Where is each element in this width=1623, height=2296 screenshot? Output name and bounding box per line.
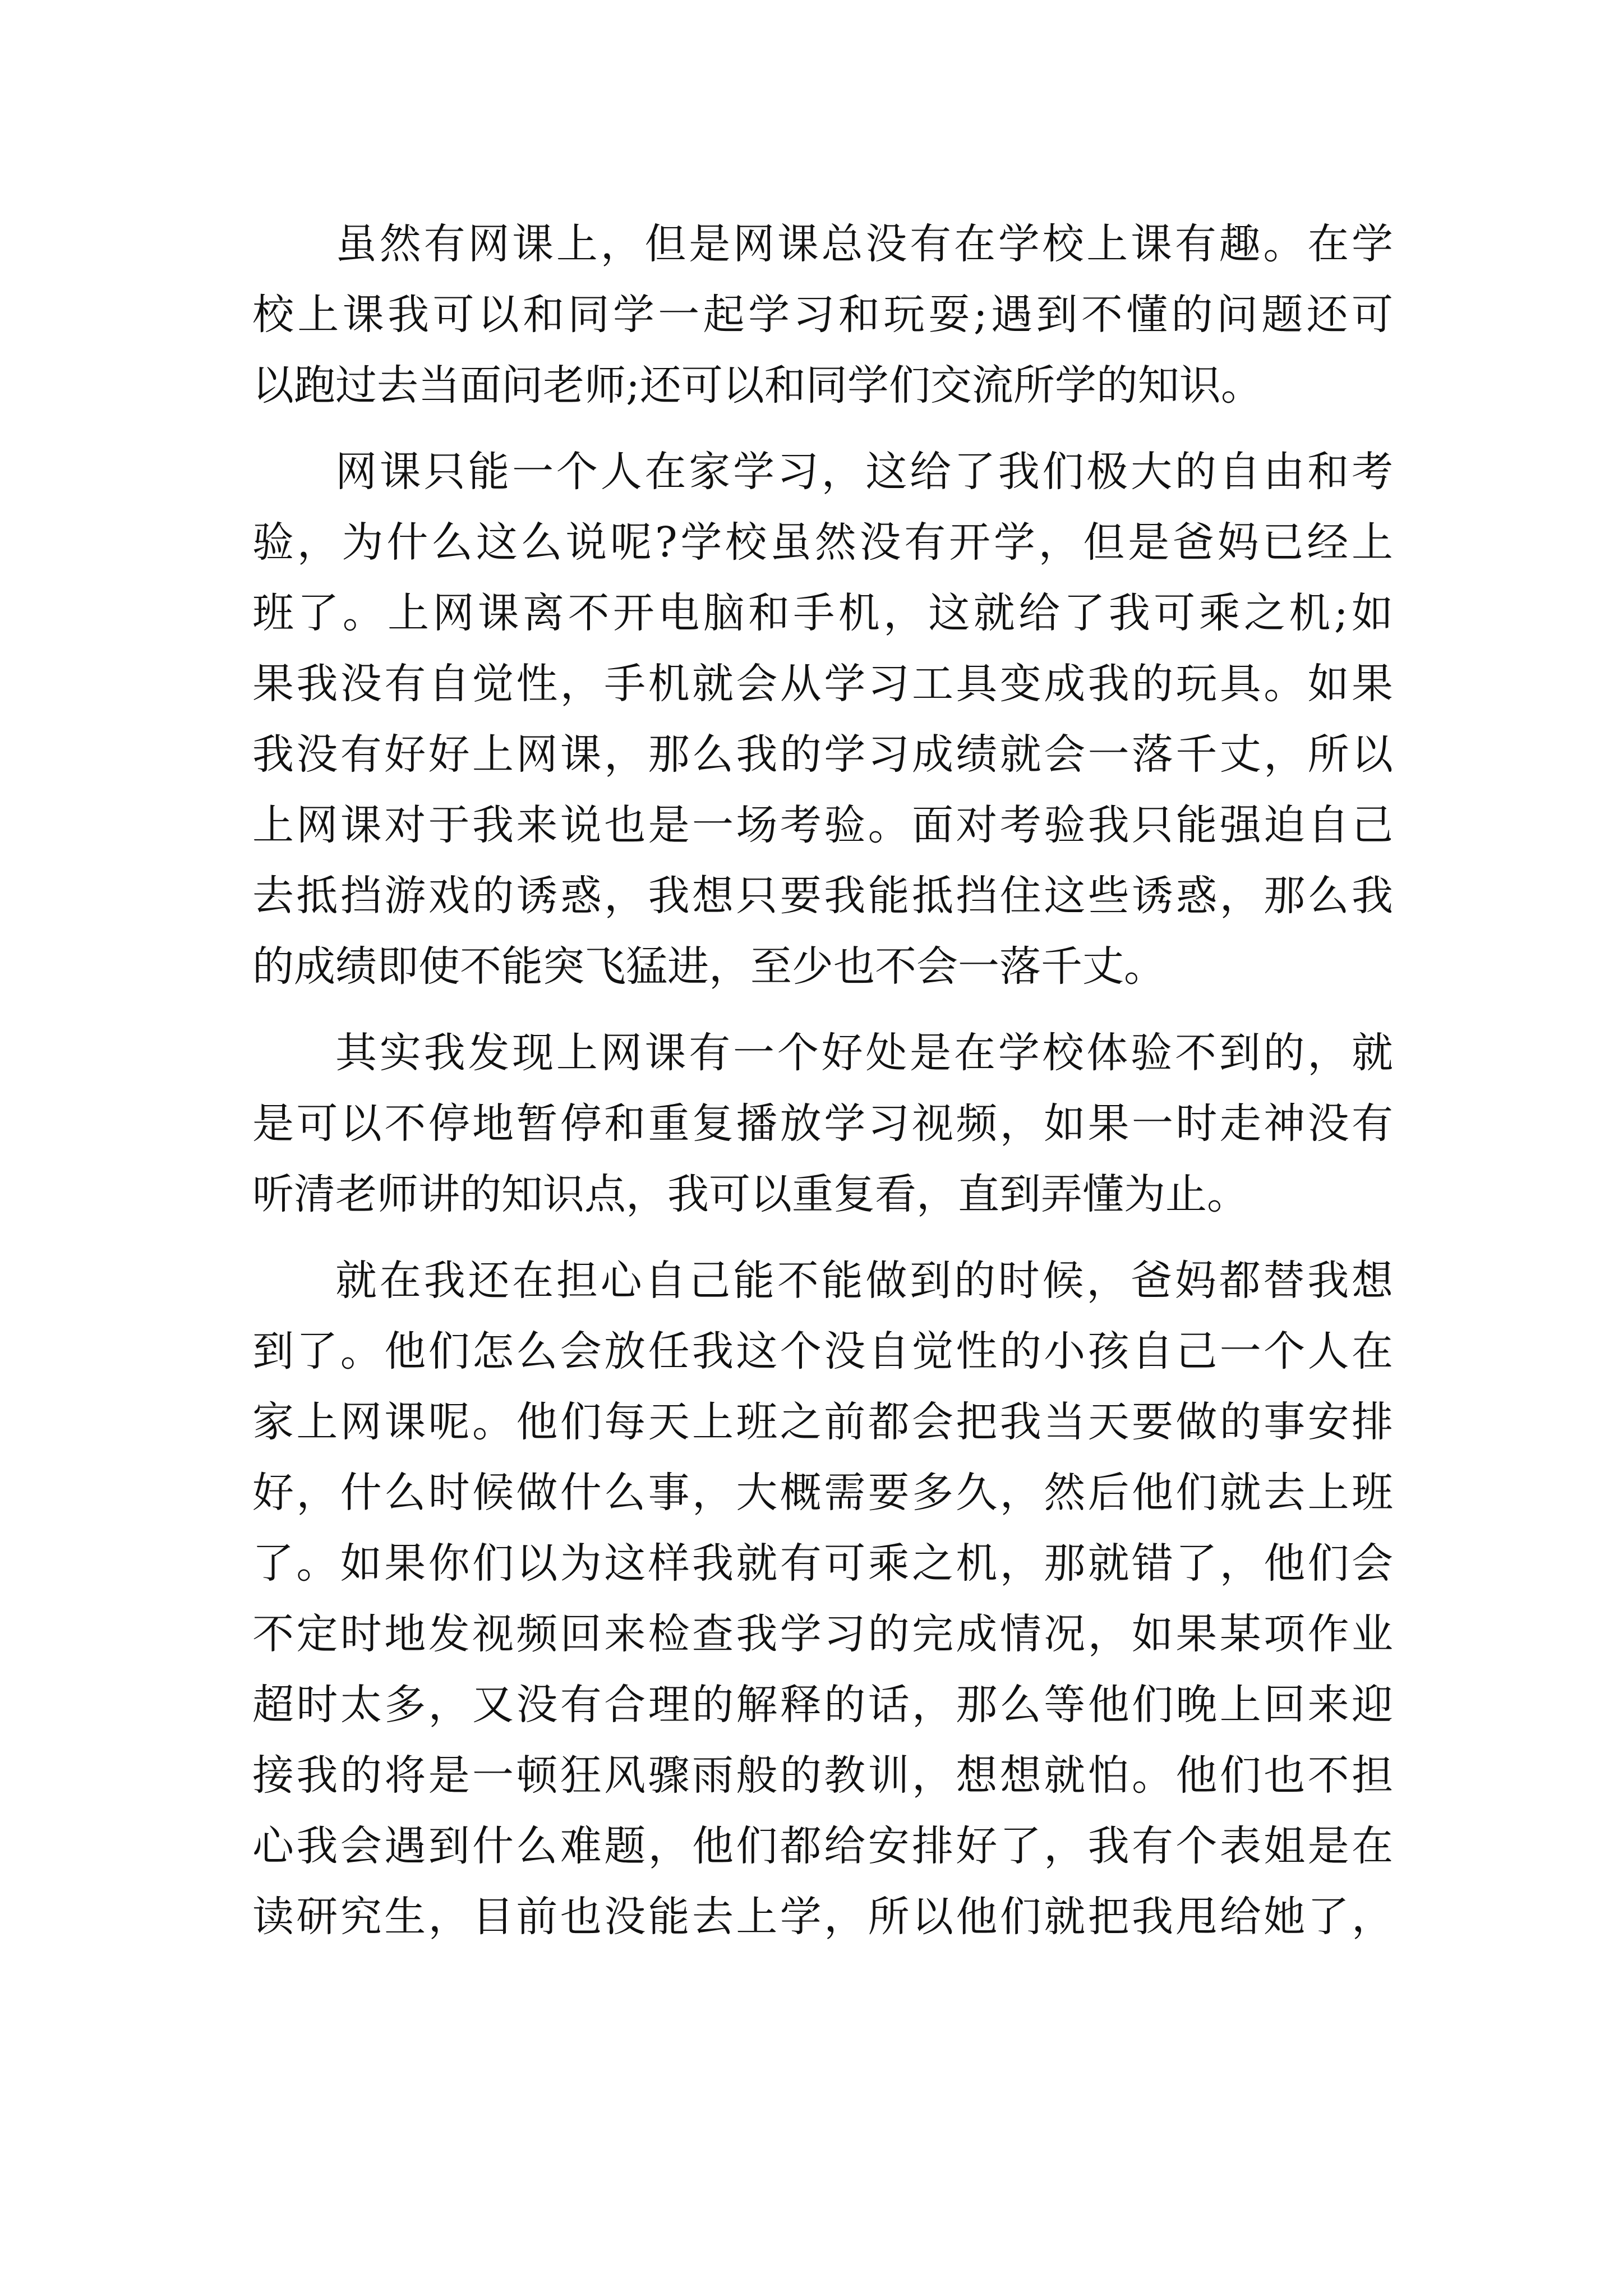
text-line: 果我没有自觉性，手机就会从学习工具变成我的玩具。如果 [252,660,1393,708]
text-line: 超时太多，又没有合理的解释的话，那么等他们晚上回来迎 [252,1681,1393,1729]
paragraph-3 [252,1018,1393,1230]
text-line: 校上课我可以和同学一起学习和玩耍;遇到不懂的问题还可 [252,291,1393,339]
text-line: 好，什么时候做什么事，大概需要多久，然后他们就去上班 [252,1469,1393,1517]
text-line: 我没有好好上网课，那么我的学习成绩就会一落千丈，所以 [252,730,1393,779]
paragraph-1 [252,209,1393,421]
text-line: 是可以不停地暂停和重复播放学习视频，如果一时走神没有 [252,1099,1393,1148]
text-line: 读研究生，目前也没能去上学，所以他们就把我甩给她了， [252,1893,1393,1941]
paragraph-4 [252,1245,1393,1952]
text-line: 验，为什么这么说呢?学校虽然没有开学，但是爸妈已经上 [252,518,1393,567]
text-line: 班了。上网课离不开电脑和手机，这就给了我可乘之机;如 [252,589,1393,637]
text-line: 去抵挡游戏的诱惑，我想只要我能抵挡住这些诱惑，那么我 [252,872,1393,920]
text-line: 就在我还在担心自己能不能做到的时候，爸妈都替我想 [335,1257,1393,1305]
text-line: 到了。他们怎么会放任我这个没自觉性的小孩自己一个人在 [252,1327,1393,1375]
text-line: 以跑过去当面问老师;还可以和同学们交流所学的知识。 [252,361,1262,409]
text-line: 的成绩即使不能突飞猛进，至少也不会一落千丈。 [252,942,1165,991]
document-body [252,209,1393,1952]
text-line: 家上网课呢。他们每天上班之前都会把我当天要做的事安排 [252,1398,1393,1446]
text-line: 接我的将是一顿狂风骤雨般的教训，想想就怕。他们也不担 [252,1751,1393,1800]
text-line: 听清老师讲的知识点，我可以重复看，直到弄懂为止。 [252,1170,1248,1218]
paragraph-2 [252,436,1393,1002]
text-line: 上网课对于我来说也是一场考验。面对考验我只能强迫自己 [252,801,1393,849]
text-line: 虽然有网课上，但是网课总没有在学校上课有趣。在学 [335,220,1393,268]
text-line: 心我会遇到什么难题，他们都给安排好了，我有个表姐是在 [252,1822,1393,1870]
text-line: 了。如果你们以为这样我就有可乘之机，那就错了，他们会 [252,1539,1393,1588]
text-line: 其实我发现上网课有一个好处是在学校体验不到的，就 [335,1029,1393,1077]
text-line: 网课只能一个人在家学习，这给了我们极大的自由和考 [335,448,1393,496]
text-line: 不定时地发视频回来检查我学习的完成情况，如果某项作业 [252,1610,1393,1658]
